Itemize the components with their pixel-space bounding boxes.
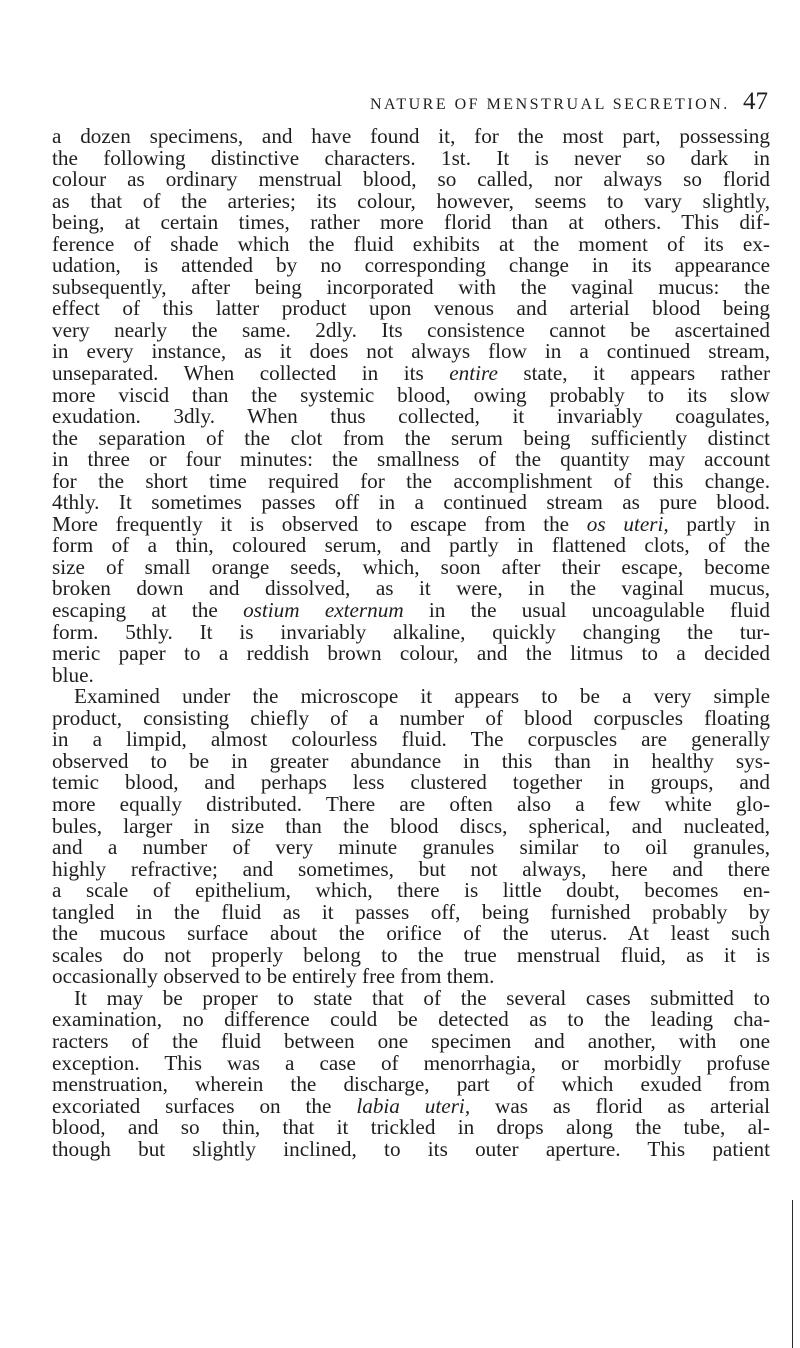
line-text: highly refractive; and sometimes, but not always, here and there [52, 856, 770, 881]
running-title: NATURE OF MENSTRUAL SECRETION. [370, 96, 730, 113]
line-text: scales do not properly belong to the true menstrual fluid, as it is [52, 942, 770, 967]
line-text: and a number of very minute granules similar to oil granules, [52, 835, 770, 860]
text-line [52, 535, 770, 557]
text-line [52, 1093, 770, 1118]
text-line [52, 923, 770, 945]
line-text: in three or four minutes: the smallness of the quantity may account [52, 447, 770, 472]
line-text: effect of this latter product upon venous and arterial blood being [52, 296, 770, 321]
line-text: racters of the fluid between one specimen and another, with one [52, 1028, 770, 1053]
text-line [52, 317, 770, 342]
text-line [52, 1009, 770, 1031]
text-line [52, 772, 770, 794]
text-line [52, 298, 770, 320]
text-line [52, 511, 771, 536]
line-text: 4thly. It sometimes passes off in a continued stream as pure blood. [52, 490, 770, 515]
text-line [52, 813, 770, 838]
text-line [52, 188, 770, 213]
text-line [52, 1028, 770, 1053]
line-text: in the usual uncoagulable fluid [403, 598, 770, 623]
line-text: colour as ordinary menstrual blood, so called, nor always so florid [52, 167, 770, 192]
text-line [52, 966, 770, 988]
line-text: bules, larger in size than the blood discs, spherical, and nucleated, [52, 813, 770, 838]
line-text: partly in [668, 511, 771, 536]
line-text: state, it appears rather [497, 361, 770, 386]
line-text: blue. [52, 662, 94, 687]
line-text: unseparated. When collected in its [52, 361, 450, 386]
text-line [52, 899, 770, 924]
italic-term: ostium externum [243, 598, 404, 623]
line-text: form. 5thly. It is invariably alkaline, quickly changing the tur- [52, 619, 770, 644]
page-header [52, 88, 768, 118]
text-line [52, 145, 770, 170]
text-line [52, 382, 770, 407]
line-text: was as florid as arterial [470, 1093, 770, 1118]
line-text: udation, is attended by no corresponding change in its appearance [52, 253, 770, 278]
text-line [52, 468, 770, 493]
line-text: meric paper to a reddish brown colour, and the litmus to a decided [52, 641, 770, 666]
text-line [52, 363, 770, 385]
line-text: temic blood, and perhaps less clustered together in groups, and [52, 770, 770, 795]
text-line [52, 686, 770, 708]
text-line [52, 274, 770, 299]
line-text: examination, no difference could be detected as to the leading cha- [52, 1007, 770, 1032]
line-text: Examined under the microscope it appears to be a very simple [74, 684, 770, 709]
line-text: more equally distributed. There are often also a few white glo- [52, 791, 770, 816]
line-text: occasionally observed to be entirely free from them. [52, 964, 495, 989]
text-line [52, 1050, 770, 1075]
line-text: in a limpid, almost colourless fluid. The corpuscles are generally [52, 727, 770, 752]
line-text: blood, and so thin, that it trickled in drops along the tube, al- [52, 1115, 770, 1140]
text-line [52, 212, 770, 234]
text-line [52, 837, 770, 859]
line-text: a scale of epithelium, which, there is little doubt, becomes en- [52, 878, 770, 903]
line-text: tangled in the fluid as it passes off, being furnished probably by [52, 899, 770, 924]
line-text: excoriated surfaces on the [52, 1093, 357, 1118]
text-line [52, 169, 770, 191]
text-line [52, 341, 770, 363]
line-text: exception. This was a case of menorrhagia, or morbidly profuse [52, 1050, 770, 1075]
line-text: escaping at the [52, 598, 244, 623]
line-text: a dozen specimens, and have found it, for the most part, possessing [52, 124, 770, 148]
line-text: as that of the arteries; its colour, however, seems to vary slightly, [52, 188, 770, 213]
italic-term: os uteri, [586, 511, 669, 536]
body-text [52, 126, 770, 1160]
line-text: menstruation, wherein the discharge, part of which exuded from [52, 1072, 770, 1097]
line-text: for the short time required for the accomplishment of this change. [52, 468, 770, 493]
text-line [52, 1136, 770, 1161]
line-text: broken down and dissolved, as it were, in the vaginal mucus, [52, 576, 770, 601]
text-line [52, 856, 770, 881]
line-text: product, consisting chiefly of a number of blood corpuscles floating [52, 705, 770, 730]
line-text: the separation of the clot from the serum being sufficiently distinct [52, 425, 770, 450]
text-line [52, 880, 770, 902]
line-text: More frequently it is observed to escape from the [52, 511, 587, 536]
line-text: very nearly the same. 2dly. Its consistence cannot be ascertained [52, 317, 770, 342]
text-line [52, 619, 770, 644]
text-line [52, 985, 770, 1010]
line-text: It may be proper to state that of the several cases submitted to [74, 985, 770, 1010]
text-line [52, 748, 770, 773]
line-text: the mucous surface about the orifice of the uterus. At least such [52, 921, 770, 946]
text-line [52, 554, 770, 579]
text-line [52, 231, 770, 256]
text-line [52, 425, 770, 450]
text-line [52, 791, 770, 816]
text-line [52, 1074, 770, 1096]
text-line [52, 643, 770, 665]
line-text: size of small orange seeds, which, soon after their escape, become [52, 554, 770, 579]
text-line [52, 406, 770, 428]
line-text: in every instance, as it does not always flow in a continued stream, [52, 339, 770, 364]
text-line [52, 705, 770, 730]
italic-term: entire [449, 361, 498, 386]
text-line [52, 255, 770, 277]
line-text: observed to be in greater abundance in this than in healthy sys- [52, 748, 770, 773]
italic-term: labia uteri, [356, 1093, 471, 1118]
text-line [52, 1117, 770, 1139]
page-edge-rule [792, 1200, 793, 1348]
text-line [52, 578, 770, 600]
text-line [52, 492, 770, 514]
page-number: 47 [743, 88, 768, 115]
text-line [52, 729, 770, 751]
line-text: ference of shade which the fluid exhibits at the moment of its ex- [52, 231, 770, 256]
line-text: form of a thin, coloured serum, and partly in flattened clots, of the [52, 533, 770, 558]
line-text: being, at certain times, rather more florid than at others. This dif- [52, 210, 770, 235]
line-text: the following distinctive characters. 1st. It is never so dark in [52, 145, 770, 170]
line-text: subsequently, after being incorporated with the vaginal mucus: the [52, 274, 770, 299]
line-text: though but slightly inclined, to its outer aperture. This patient [52, 1136, 770, 1161]
text-line [52, 662, 770, 687]
text-line [52, 600, 770, 622]
text-line [52, 942, 770, 967]
line-text: more viscid than the systemic blood, owing probably to its slow [52, 382, 770, 407]
line-text: exudation. 3dly. When thus collected, it invariably coagulates, [52, 404, 770, 429]
text-line [52, 449, 770, 471]
text-line [52, 126, 770, 148]
